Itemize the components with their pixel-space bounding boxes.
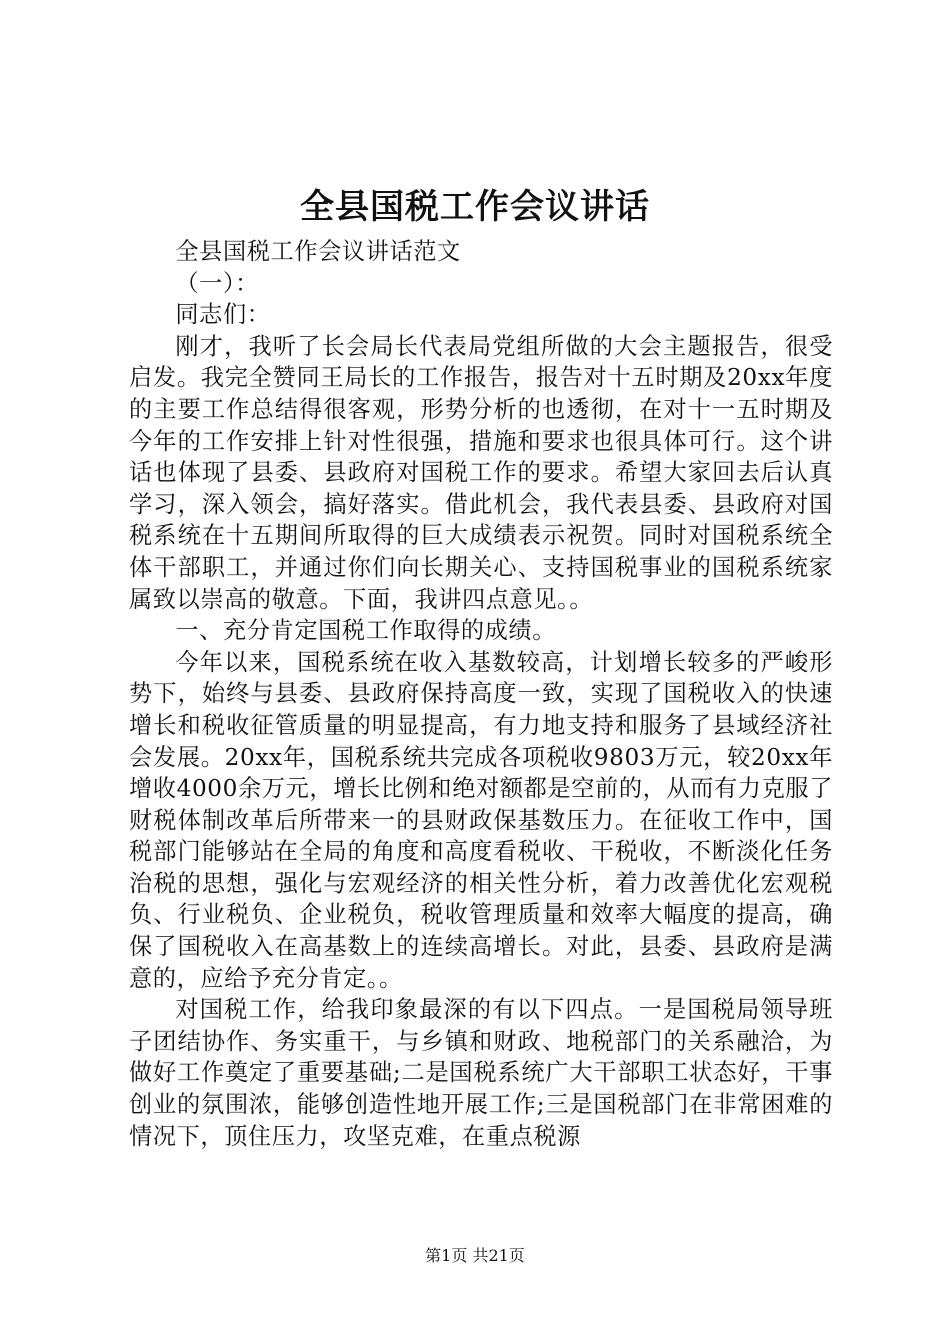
paragraph-section-number: （一）：: [175, 269, 259, 297]
page-footer: 第1页 共21页: [425, 1246, 525, 1265]
paragraph-salutation: 同志们：: [175, 301, 271, 329]
paragraph-subtitle: 全县国税工作会议讲话范文: [175, 238, 461, 265]
document-body: [129, 236, 833, 1152]
paragraph-achievements: 今年以来，国税系统在收入基数较高，计划增长较多的严峻形势下，始终与县委、县政府保持高度一致，实现了国税收入的快速增长和税收征管质量的明显提高，有力地支持和服务了县域经济社会发展。20xx年，国税系统共完成各项税收9803万元，较20xx年增收4000余万元，增长比例和绝对额都是空前的，从而有力克服了财税体制改革后所带来一的县财政保基数压力。在征收工作中，国税部门能够站在全局的角度和高度看税收、干税收，不断淡化任务治税的思想，强化与宏观经济的相关性分析，着力改善优化宏观税负、行业税负、企业税负，税收管理质量和效率大幅度的提高，确保了国税收入在高基数上的连续高增长。对此，县委、县政府是满意的，应给予充分肯定。。: [129, 648, 833, 992]
document-title: 全县国税工作会议讲话: [300, 187, 650, 227]
paragraph-impressions: 对国税工作，给我印象最深的有以下四点。一是国税局领导班子团结协作、务实重干，与乡镇和财政、地税部门的关系融洽，为做好工作奠定了重要基础;二是国税系统广大干部职工状态好，干事创业的氛围浓，能够创造性地开展工作;三是国税部门在非常困难的情况下，顶住压力，攻坚克难，在重点税源: [129, 996, 833, 1150]
paragraph-intro: 刚才，我听了长会局长代表局党组所做的大会主题报告，很受启发。我完全赞同王局长的工作报告，报告对十五时期及20xx年度的主要工作总结得很客观，形势分析的也透彻，在对十一五时期及今年的工作安排上针对性很强，措施和要求也很具体可行。这个讲话也体现了县委、县政府对国税工作的要求。希望大家回去后认真学习，深入领会，搞好落实。借此机会，我代表县委、县政府对国税系统在十五期间所取得的巨大成绩表示祝贺。同时对国税系统全体干部职工，并通过你们向长期关心、支持国税事业的国税系统家属致以崇高的敬意。下面，我讲四点意见。。: [129, 332, 833, 613]
paragraph-heading-one: 一、充分肯定国税工作取得的成绩。: [175, 617, 556, 645]
